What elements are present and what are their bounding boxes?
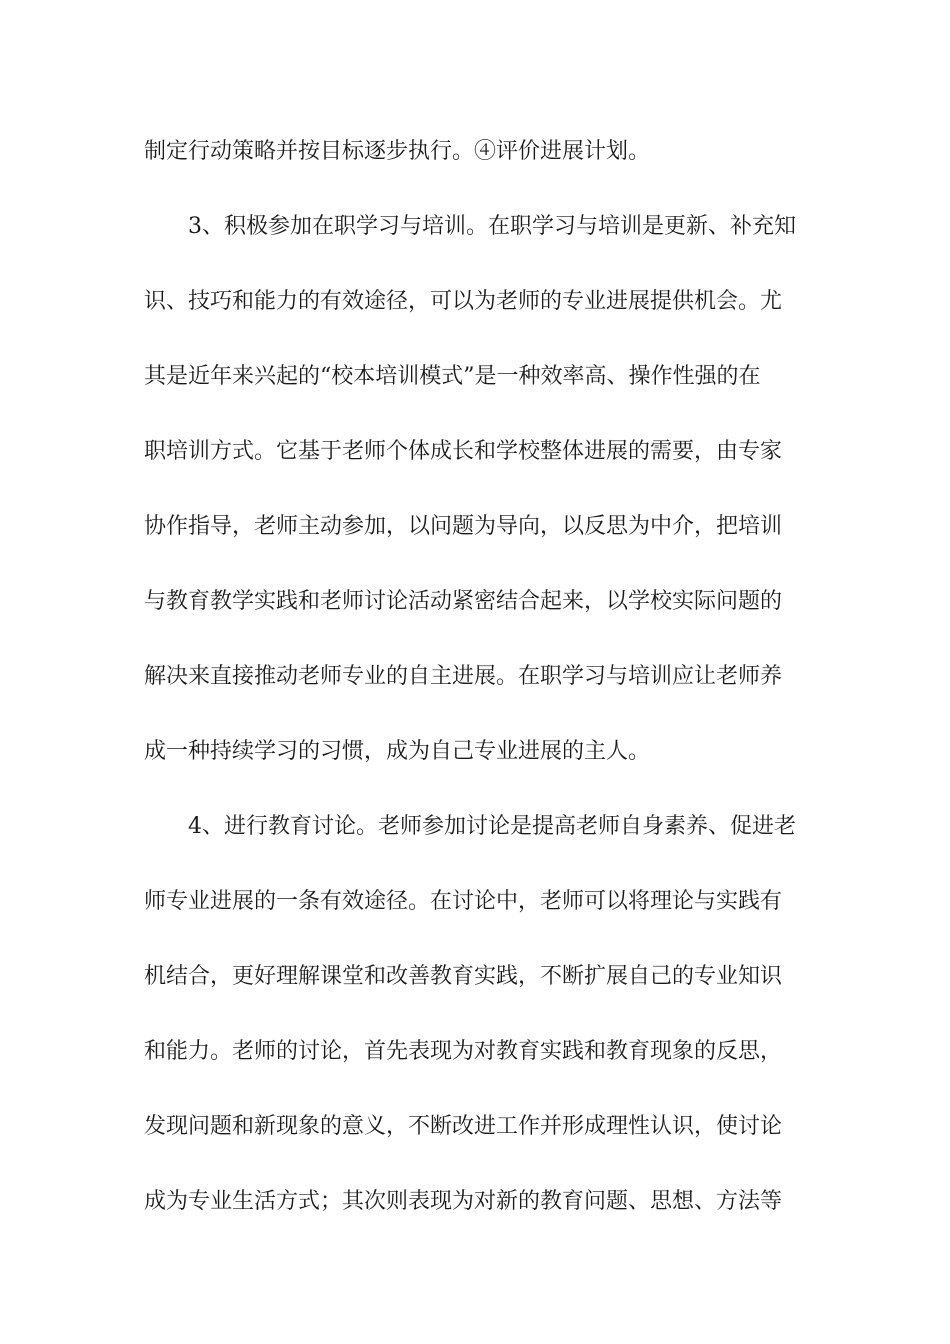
text-line: 其是近年来兴起的“校本培训模式”是一种效率高、操作性强的在 [144,364,761,389]
text-line: 制定行动策略并按目标逐步执行。④评价进展计划。 [144,139,651,164]
text-line: 识、技巧和能力的有效途径，可以为老师的专业进展提供机会。尤 [144,289,783,314]
text-line: 协作指导，老师主动参加，以问题为导向，以反思为中介，把培训 [144,514,783,539]
text-line: 和能力。老师的讨论，首先表现为对教育实践和教育现象的反思， [144,1039,783,1064]
text-line: 解决来直接推动老师专业的自主进展。在职学习与培训应让老师养 [144,664,783,689]
text-line: 发现问题和新现象的意义，不断改进工作并形成理性认识，使讨论 [144,1114,783,1139]
paragraph-3-heading-line: 3、积极参加在职学习与培训。在职学习与培训是更新、补充知 [188,214,796,239]
text-line: 成为专业生活方式；其次则表现为对新的教育问题、思想、方法等 [144,1189,783,1214]
text-line: 成一种持续学习的习惯，成为自己专业进展的主人。 [144,739,651,764]
text-line: 师专业进展的一条有效途径。在讨论中，老师可以将理论与实践有 [144,889,783,914]
text-line: 与教育教学实践和老师讨论活动紧密结合起来，以学校实际问题的 [144,589,783,614]
text-line: 职培训方式。它基于老师个体成长和学校整体进展的需要，由专家 [144,439,783,464]
text-line: 机结合，更好理解课堂和改善教育实践，不断扩展自己的专业知识 [144,964,783,989]
paragraph-4-heading-line: 4、进行教育讨论。老师参加讨论是提高老师自身素养、促进老 [188,814,796,839]
